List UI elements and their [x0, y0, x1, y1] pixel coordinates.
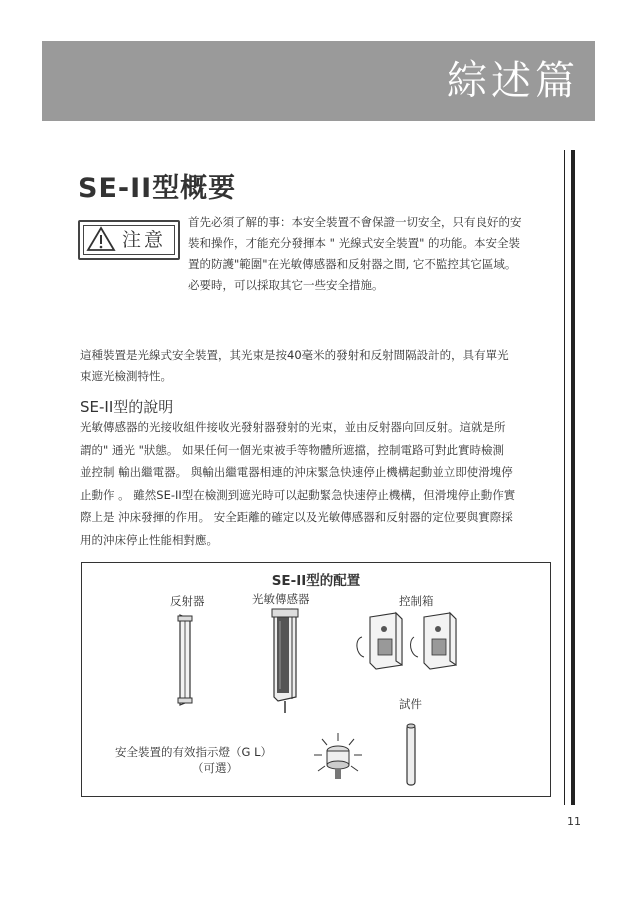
control-box-label: 控制箱 — [399, 594, 434, 608]
indicator-label: 安全裝置的有效指示燈（G L） — [115, 745, 272, 759]
control-box-illustration — [354, 607, 466, 681]
description-line: 光敏傳感器的光接收組件接收光發射器發射的光束，並由反射器向回反射。這就是所 — [80, 420, 506, 434]
intro-paragraph — [80, 345, 560, 387]
margin-rule-thin — [564, 150, 565, 805]
light-sensor-illustration — [268, 607, 302, 715]
warning-triangle-icon — [86, 226, 116, 252]
description-paragraph — [80, 416, 560, 551]
margin-rule-thick — [571, 150, 575, 805]
reflector-label: 反射器 — [170, 594, 205, 608]
description-line: 際上是 沖床發揮的作用。 安全距離的確定以及光敏傳感器和反射器的定位要與實際採 — [80, 510, 513, 524]
optional-label: （可選） — [192, 761, 238, 775]
intro-line: 束遮光檢測特性。 — [80, 369, 172, 383]
description-line: 用的沖床停止性能相對應。 — [80, 532, 218, 547]
page-title: SE-II型概要 — [78, 173, 237, 204]
section-title: 綜述篇 — [447, 58, 579, 104]
caution-line: 首先必須了解的事：本安全裝置不會保證一切安全，只有良好的安 — [188, 215, 522, 229]
reflector-illustration — [174, 613, 196, 707]
description-line: 並控制 輸出繼電器。 與輸出繼電器相連的沖床緊急快速停止機構起動並立即使滑塊停 — [80, 465, 513, 479]
caution-badge — [78, 220, 180, 260]
sensor-label: 光敏傳感器 — [252, 592, 310, 606]
test-piece-illustration — [403, 721, 419, 789]
description-line: 止動作 。 雖然SE-II型在檢測到遮光時可以起動緊急快速停止機構，但滑塊停止動作實 — [80, 487, 516, 502]
page-number: 11 — [567, 815, 581, 828]
description-line: 謂的" 通光 "狀態。 如果任何一個光束被手等物體所遮擋，控制電路可對此實時檢測 — [80, 442, 505, 457]
configuration-figure — [81, 562, 551, 797]
figure-title: SE-II型的配置 — [271, 573, 361, 589]
caution-line: 裝和操作，才能充分發揮本 " 光線式安全裝置" 的功能。本安全裝 — [188, 236, 521, 250]
section-header-band — [42, 41, 595, 121]
indicator-lamp-illustration — [310, 729, 366, 785]
caution-label: 注意 — [122, 229, 167, 251]
description-heading: SE-II型的說明 — [80, 398, 174, 416]
caution-text — [188, 212, 558, 296]
test-piece-label: 試件 — [399, 697, 422, 711]
caution-line: 置的防護"範圍"在光敏傳感器和反射器之間, 它不監控其它區域。 — [188, 257, 517, 271]
caution-line: 必要時，可以採取其它一些安全措施。 — [188, 278, 384, 292]
intro-line: 這種裝置是光線式安全裝置，其光束是按40毫米的發射和反射間隔設計的，具有單光 — [80, 348, 509, 362]
